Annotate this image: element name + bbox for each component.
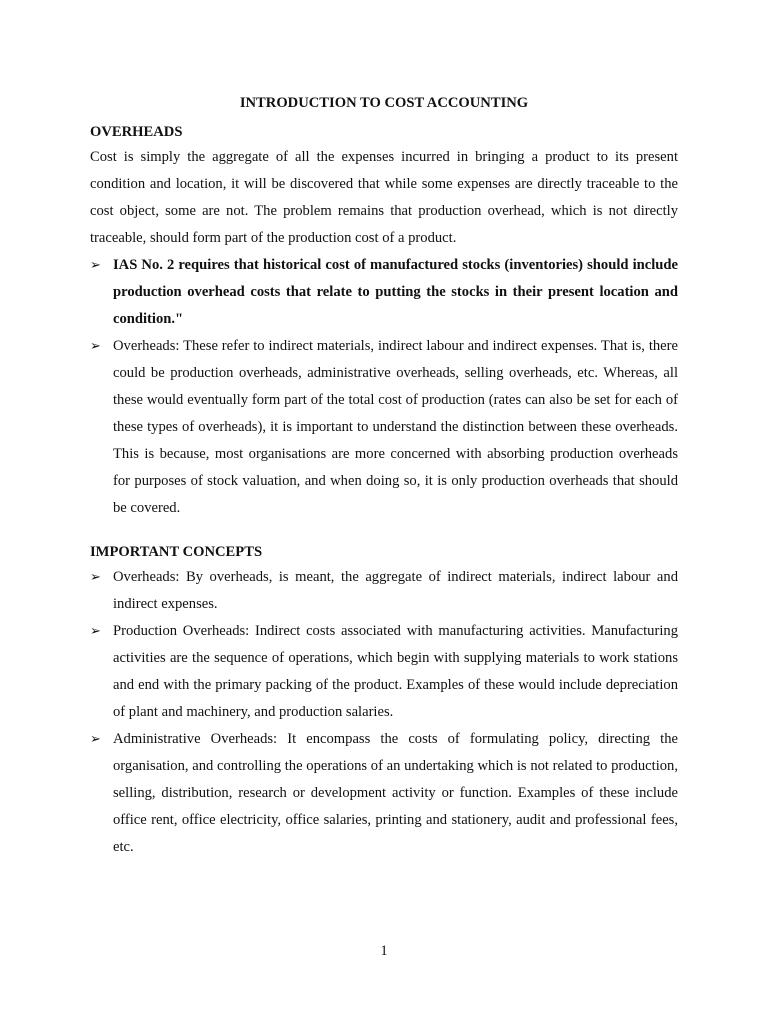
list-item-text: Overheads: By overheads, is meant, the aggregate of indirect materials, indirect labour and indirect expenses. xyxy=(113,569,678,612)
overheads-bullet-list xyxy=(90,252,678,522)
list-item-overheads xyxy=(90,564,678,618)
list-item-administrative-overheads xyxy=(90,726,678,861)
list-item-text: Overheads: These refer to indirect materials, indirect labour and indirect expenses. That is, there could be production overheads, administrative overheads, selling overheads, etc. Whereas, all these would eventually form part of the total cost of production (rates can also be set for each of these types of overheads), it is important to understand the distinction between these overheads. This is because, most organisations are more concerned with absorbing production overheads for purposes of stock valuation, and when doing so, it is only production overheads that should be covered. xyxy=(113,338,678,516)
list-item-overheads-definition xyxy=(90,333,678,522)
list-item-text: Administrative Overheads: It encompass the costs of formulating policy, directing the organisation, and controlling the operations of an undertaking which is not related to production, selling, distribution, research or development activity or function. Examples of these include office rent, office electricity, office salaries, printing and stationery, audit and professional fees, etc. xyxy=(113,731,678,855)
intro-paragraph: Cost is simply the aggregate of all the expenses incurred in bringing a product to its present condition and location, it will be discovered that while some expenses are directly traceable to the cost object, some are not. The problem remains that production overhead, which is not directly traceable, should form part of the production cost of a product. xyxy=(90,149,678,246)
list-item-ias-2 xyxy=(90,252,678,333)
arrow-bullet-icon: ➢ xyxy=(90,339,101,354)
document-title: INTRODUCTION TO COST ACCOUNTING xyxy=(239,95,529,111)
list-item-text: IAS No. 2 requires that historical cost of manufactured stocks (inventories) should include production overhead costs that relate to putting the stocks in their present location and condition." xyxy=(113,257,678,327)
list-item-production-overheads xyxy=(90,618,678,726)
page-number: 1 xyxy=(380,943,388,959)
page-content xyxy=(90,92,678,861)
list-item-text: Production Overheads: Indirect costs associated with manufacturing activities. Manufacturing activities are the sequence of operations, which begin with supplying materials to work stations and end with the primary packing of the product. Examples of these would include depreciation of plant and machinery, and production salaries. xyxy=(113,623,678,720)
section-heading-overheads: OVERHEADS xyxy=(90,124,183,140)
arrow-bullet-icon: ➢ xyxy=(90,732,101,747)
section-heading-important-concepts: IMPORTANT CONCEPTS xyxy=(90,544,263,560)
concepts-bullet-list xyxy=(90,564,678,861)
arrow-bullet-icon: ➢ xyxy=(90,258,101,273)
arrow-bullet-icon: ➢ xyxy=(90,624,101,639)
arrow-bullet-icon: ➢ xyxy=(90,570,101,585)
